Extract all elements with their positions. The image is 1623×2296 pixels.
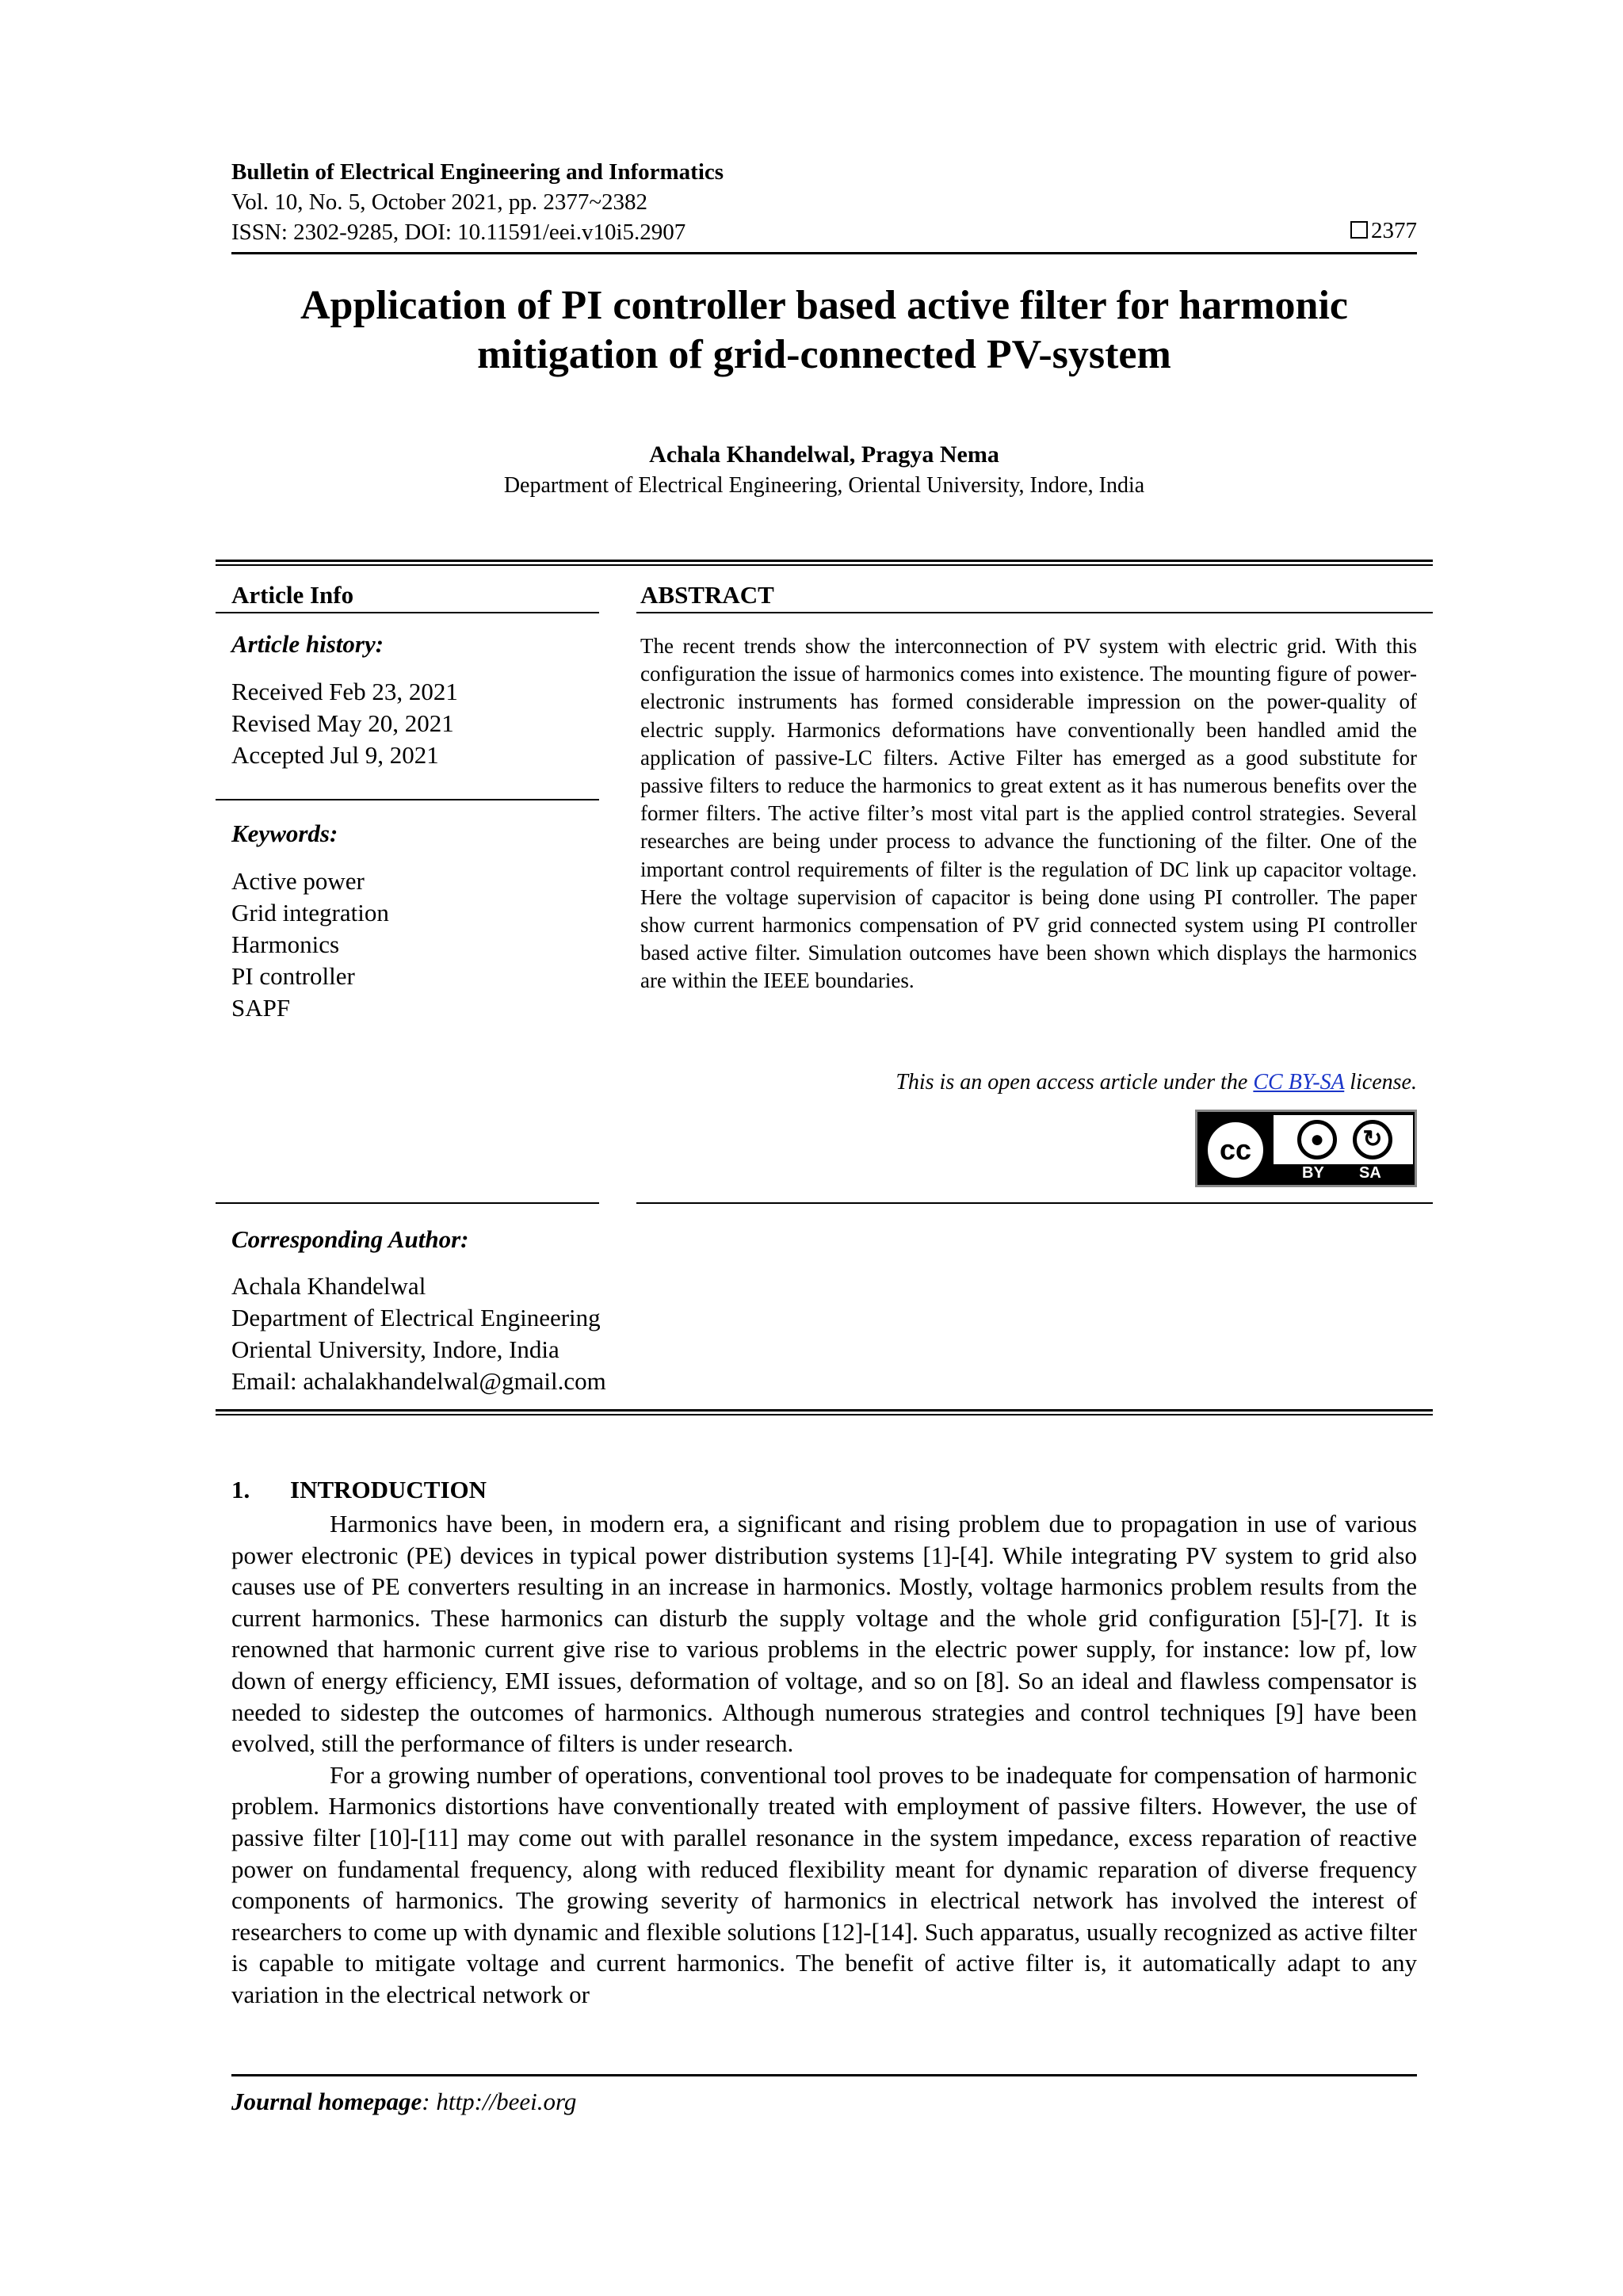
introduction-heading xyxy=(231,1476,487,1504)
info-top-rule-2 xyxy=(216,564,1433,566)
corresponding-university: Oriental University, Indore, India xyxy=(231,1335,559,1363)
corresponding-details xyxy=(231,1270,606,1397)
keywords-heading: Keywords: xyxy=(231,819,338,847)
corresponding-name: Achala Khandelwal xyxy=(231,1272,426,1300)
page-number xyxy=(1350,218,1417,244)
cc-icon: cc xyxy=(1204,1118,1267,1182)
page-number-text: 2377 xyxy=(1371,218,1417,243)
section-number: 1. xyxy=(231,1476,250,1503)
homepage-url[interactable]: : http://beei.org xyxy=(422,2088,577,2115)
abstract-heading: ABSTRACT xyxy=(640,581,774,609)
issn-line: ISSN: 2302-9285, DOI: 10.11591/eei.v10i5.2907 xyxy=(231,220,686,245)
cc-by-sa-link[interactable]: CC BY-SA xyxy=(1253,1070,1345,1095)
cc-by-sa-badge[interactable] xyxy=(1195,1110,1417,1187)
title-line-1: Application of PI controller based active filter for harmonic xyxy=(300,283,1348,328)
license-prefix: This is an open access article under the xyxy=(896,1070,1254,1095)
title-line-2: mitigation of grid-connected PV-system xyxy=(477,332,1171,377)
history-accepted: Accepted Jul 9, 2021 xyxy=(231,741,439,769)
keywords-list xyxy=(231,865,389,1024)
history-rule xyxy=(216,799,599,800)
share-alike-icon: ↻ xyxy=(1353,1120,1392,1159)
article-history-list xyxy=(231,676,458,771)
attribution-icon: ● xyxy=(1297,1120,1337,1159)
section-title: INTRODUCTION xyxy=(290,1476,487,1503)
paragraph: Harmonics have been, in modern era, a significant and rising problem due to propagation in use of various power electronic (PE) devices in typical power distribution systems [1]-[4]. While integrating PV system to grid also causes use of PE converters resulting in an increase in harmonics. Mostly, voltage harmonics problem results from the current harmonics. These harmonics can disturb the supply voltage and the whole grid configuration [5]-[7]. It is renowned that harmonic current give rise to various problems in the electric power supply, for instance: low pf, low down of energy efficiency, EMI issues, deformation of voltage, and so on [8]. So an ideal and flawless compensator is needed to sidestep the outcomes of harmonics. Although numerous strategies and control techniques [9] have been evolved, still the performance of filters is under research. xyxy=(231,1510,1417,1758)
keyword-item: SAPF xyxy=(231,994,291,1022)
keyword-item: Grid integration xyxy=(231,899,389,926)
authors: Achala Khandelwal, Pragya Nema xyxy=(649,441,999,468)
introduction-body xyxy=(231,1508,1417,2011)
paragraph: For a growing number of operations, conventional tool proves to be inadequate for compensation of harmonic problem. Harmonics distortions have conventionally treated with employment of passive filters. However, the use of passive filter [10]-[11] may come out with parallel resonance in the system impedance, excess reparation of reactive power on fundamental frequency, along with reduced flexibility meant for dynamic reparation of diverse frequency components of harmonics. The growing severity of harmonics in electrical network has involved the interest of researchers to come up with dynamic and flexible solutions [12]-[14]. Such apparatus, usually recognized as active filter is capable to mitigate voltage and current harmonics. The benefit of active filter is, it automatically adapt to any variation in the electrical network or xyxy=(231,1760,1417,2008)
license-suffix: license. xyxy=(1344,1070,1417,1095)
abstract-bottom-rule xyxy=(636,1202,1433,1204)
article-history-heading: Article history: xyxy=(231,630,384,658)
keyword-item: Harmonics xyxy=(231,930,340,958)
keyword-item: PI controller xyxy=(231,962,355,990)
corresponding-heading: Corresponding Author: xyxy=(231,1225,469,1253)
article-info-rule xyxy=(216,612,599,613)
sa-label: SA xyxy=(1359,1164,1381,1182)
footer-rule xyxy=(231,2074,1417,2076)
license-line xyxy=(896,1070,1417,1095)
history-revised: Revised May 20, 2021 xyxy=(231,709,454,737)
volume-line: Vol. 10, No. 5, October 2021, pp. 2377~2382 xyxy=(231,189,648,215)
affiliation: Department of Electrical Engineering, Oriental University, Indore, India xyxy=(503,473,1145,498)
by-label: BY xyxy=(1302,1164,1324,1182)
journal-name: Bulletin of Electrical Engineering and Informatics xyxy=(231,159,724,185)
header-rule xyxy=(231,252,1417,254)
cc-icon-panel xyxy=(1274,1115,1413,1164)
info-bottom-rule xyxy=(216,1409,1433,1412)
homepage-label: Journal homepage xyxy=(231,2088,422,2115)
article-info-heading: Article Info xyxy=(231,581,354,609)
info-bottom-rule-2 xyxy=(216,1414,1433,1415)
info-top-rule xyxy=(216,560,1433,562)
square-icon xyxy=(1350,221,1368,239)
corresponding-dept: Department of Electrical Engineering xyxy=(231,1304,601,1331)
history-received: Received Feb 23, 2021 xyxy=(231,678,458,705)
abstract-rule xyxy=(636,612,1433,613)
abstract-text: The recent trends show the interconnection of PV system with electric grid. With this configuration the issue of harmonics comes into existence. The mounting figure of power-electronic instruments has formed considerable impression on the power-quality of electric supply. Harmonics deformations have conventionally been handled amid the application of passive-LC filters. Active Filter has emerged as a good substitute for passive filters to reduce the harmonics to great extent as it has numerous benefits over the former filters. The active filter’s most vital part is the applied control strategies. Several researches are being under process to advance the functioning of the filter. One of the important control requirements of filter is the regulation of DC link up capacitor voltage. Here the voltage supervision of capacitor is being done using PI controller. The paper show current harmonics compensation of PV grid connected system using PI controller based active filter. Simulation outcomes have been shown which displays the harmonics are within the IEEE boundaries. xyxy=(640,634,1417,993)
corresponding-email: Email: achalakhandelwal@gmail.com xyxy=(231,1367,606,1395)
journal-header xyxy=(231,157,724,247)
paper-title xyxy=(231,281,1417,380)
keywords-rule xyxy=(216,1202,599,1204)
keyword-item: Active power xyxy=(231,867,365,895)
journal-homepage xyxy=(231,2088,576,2116)
